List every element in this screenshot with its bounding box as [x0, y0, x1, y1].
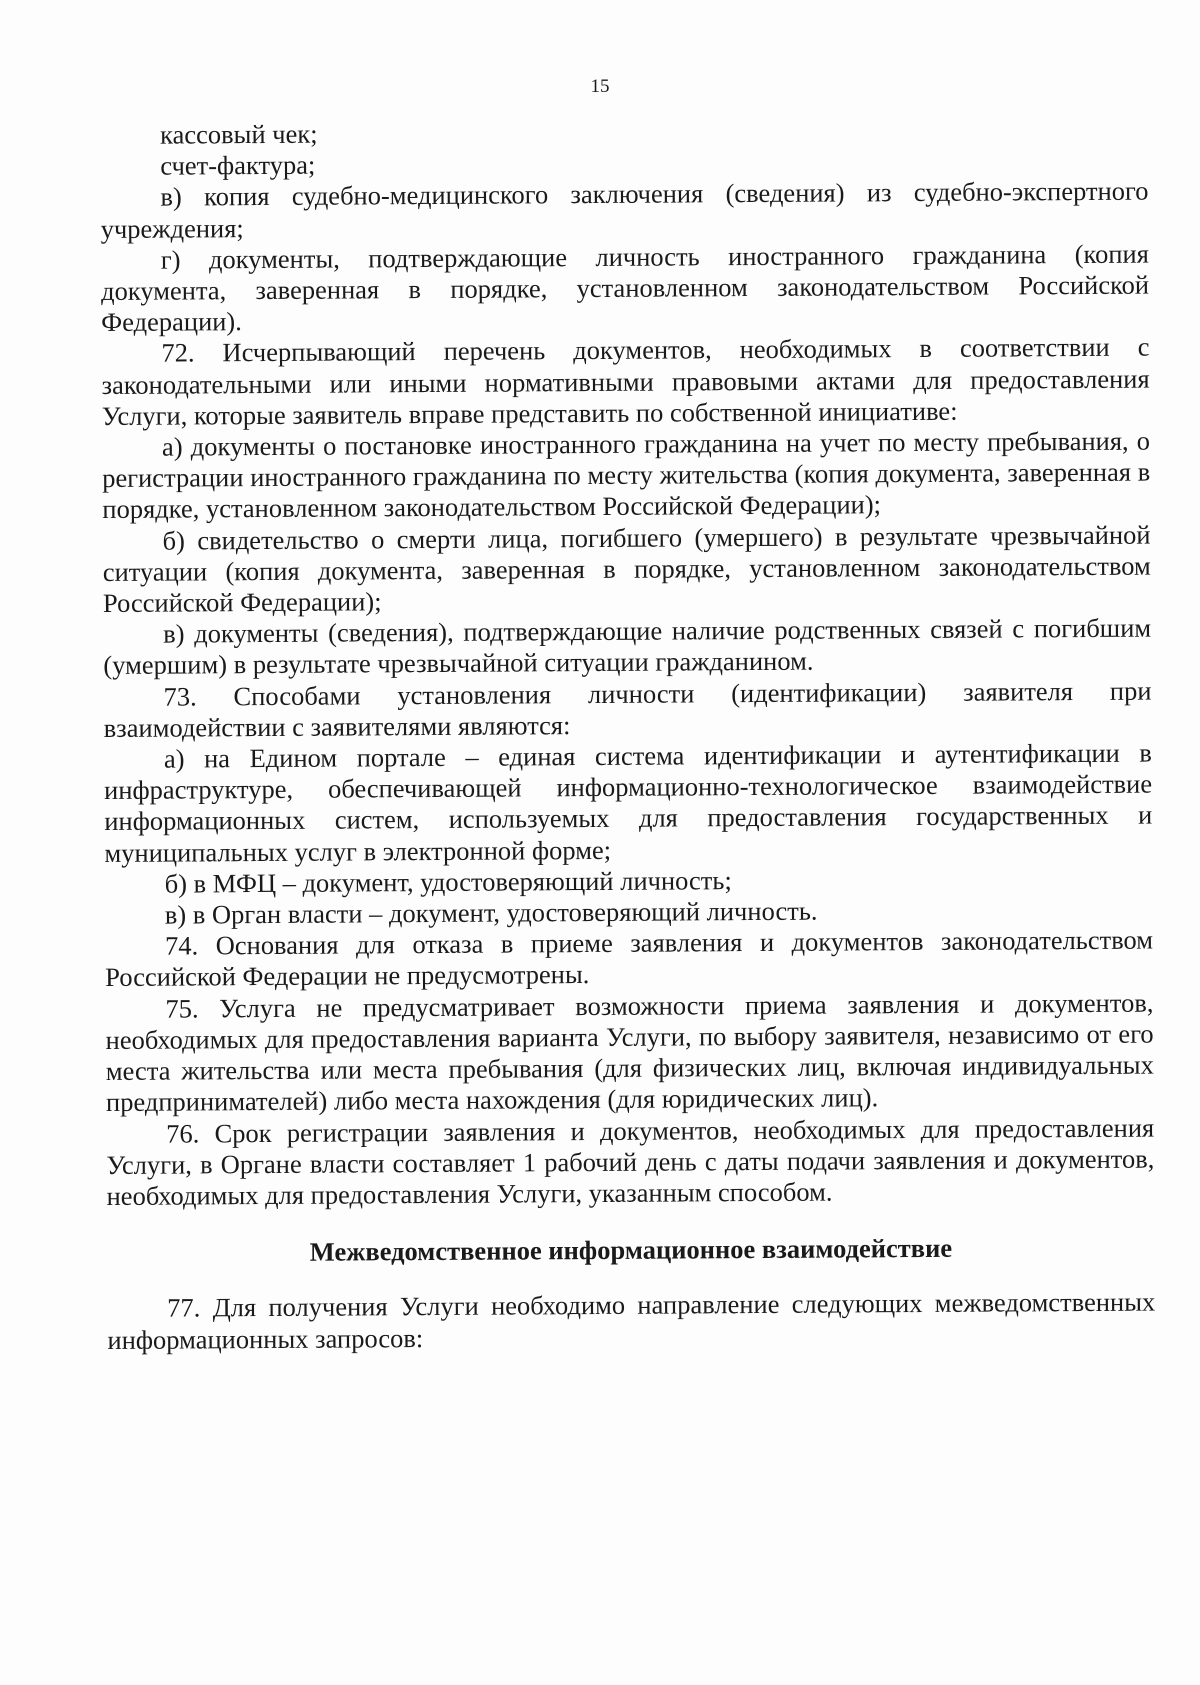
paragraph: б) в МФЦ – документ, удостоверяющий личность; [164, 865, 732, 899]
paragraph: а) документы о постановке иностранного гражданина на учет по месту пребывания, о регистрации иностранного гражданина по месту жительства (копия документа, заверенная в порядке, установленном законодательством Российской Федерации); [102, 425, 1151, 525]
paragraph-item-76: 76. Срок регистрации заявления и документов, необходимых для предоставления Услуги, в Органе власти составляет 1 рабочий день с даты подачи заявления и документов, необходимых для предоставления Услуги, указанным способом. [106, 1112, 1155, 1211]
paragraph: б) свидетельство о смерти лица, погибшего (умершего) в результате чрезвычайной ситуации (копия документа, заверенная в порядке, установленном законодательством Российской Федерации); [102, 519, 1151, 619]
paragraph-item-72: 72. Исчерпывающий перечень документов, необходимых в соответствии с законодательными или иными нормативными правовыми актами для предоставления Услуги, которые заявитель вправе представить по собственной инициативе: [101, 332, 1150, 431]
section-heading: Межведомственное информационное взаимодействие [309, 1232, 953, 1267]
document-body [100, 114, 1156, 1356]
paragraph: в) в Орган власти – документ, удостоверяющий личность. [164, 895, 818, 930]
paragraph: счет-фактура; [160, 149, 316, 181]
paragraph: кассовый чек; [159, 118, 318, 150]
paragraph: г) документы, подтверждающие личность иностранного гражданина (копия документа, заверенная в порядке, установленном законодательством Российской Федерации). [100, 238, 1150, 338]
paragraph-item-77: 77. Для получения Услуги необходимо направление следующих межведомственных информационных запросов: [107, 1286, 1156, 1355]
paragraph: а) на Едином портале – единая система идентификации и аутентификации в инфраструктуре, обеспечивающей информационно-технологическое взаимодействие информационных систем, используемых для предоставления государственных и муниципальных услуг в электронной форме; [104, 737, 1153, 868]
paragraph-item-73: 73. Способами установления личности (идентификации) заявителя при взаимодействии с заявителями являются: [103, 675, 1152, 743]
paragraph: в) документы (сведения), подтверждающие наличие родственных связей с погибшим (умершим) в результате чрезвычайной ситуации гражданином. [103, 612, 1152, 681]
paragraph-item-75: 75. Услуга не предусматривает возможности приема заявления и документов, необходимых для предоставления варианта Услуги, по выбору заявителя, независимо от его места жительства или места пребывания (для физических лиц, включая индивидуальных предпринимателей) либо места нахождения (для юридических лиц). [105, 987, 1154, 1118]
page-number: 15 [590, 76, 610, 97]
paragraph-item-74: 74. Основания для отказа в приеме заявления и документов законодательством Российской Федерации не предусмотрены. [105, 924, 1154, 993]
paragraph: в) копия судебно-медицинского заключения (сведения) из судебно-экспертного учреждения; [100, 176, 1149, 244]
